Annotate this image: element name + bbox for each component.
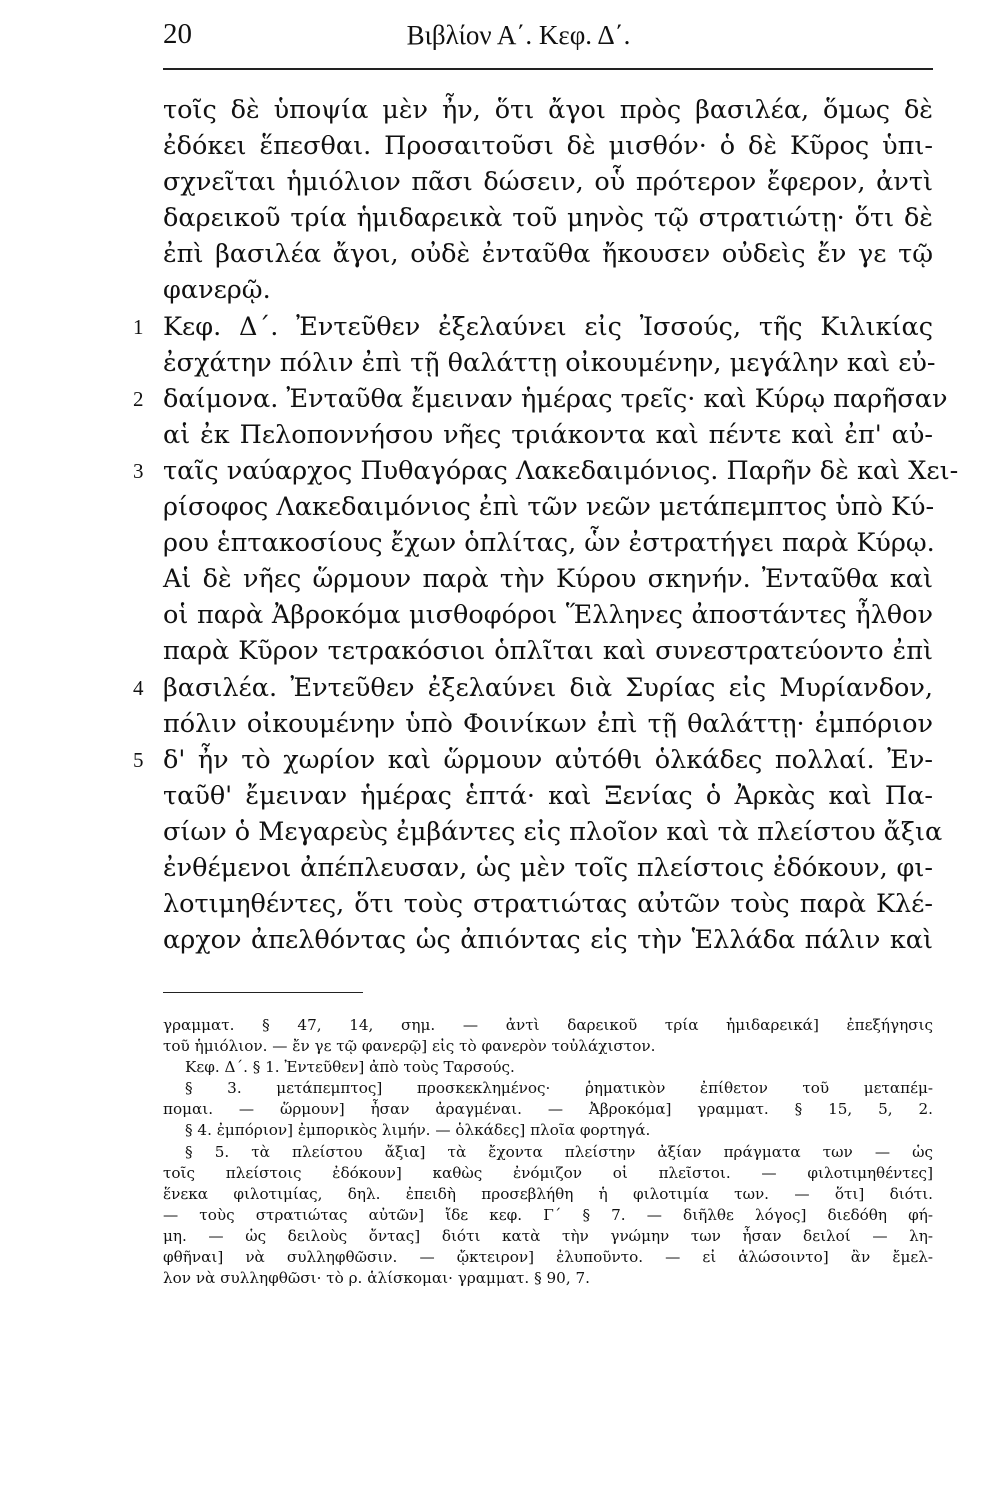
footnote-line: § 4. ἐμπόριον] ἐμπορικὸς λιμήν. — ὁλκάδες] πλοῖα φορτηγά. — [185, 1121, 651, 1140]
footnote-line: § 3. μετάπεμπτος] προσκεκλημένος· ῥηματικὸν ἐπίθετον τοῦ μεταπέμ- — [185, 1079, 933, 1098]
footnote-line: φθῆναι] νὰ συλληφθῶσιν. — ᾤκτειρον] ἐλυποῦντο. — εἰ ἁλώσοιντο] ἂν ἔμελ- — [163, 1248, 933, 1267]
text-line — [163, 886, 933, 922]
line-text: ρίσοφος Λακεδαιμόνιος ἐπὶ τῶν νεῶν μετάπεμπτος ὑπὸ Κύ- — [163, 492, 935, 523]
text-line — [163, 236, 933, 272]
footnote-line: μη. — ὡς δειλοὺς ὄντας] διότι κατὰ τὴν γνώμην των ἦσαν δειλοί — λη- — [163, 1226, 933, 1245]
line-text: βασιλέα. Ἐντεῦθεν ἐξελαύνει διὰ Συρίας εἰς Μυρίανδον, — [163, 672, 933, 703]
footnotes — [163, 1015, 933, 1289]
text-line — [133, 453, 959, 489]
footnote-line: — τοὺς στρατιώτας αὐτῶν] ἴδε κεφ. Γ΄ § 7. — διῆλθε λόγος] διεδόθη φή- — [163, 1205, 933, 1224]
footnote-line: πομαι. — ὥρμουν] ἦσαν ἀραγμέναι. — Ἀβροκόμα] γραμματ. § 15, 5, 2. — [163, 1100, 933, 1119]
section-number: 3 — [133, 458, 144, 483]
line-text: ἐπὶ βασιλέα ἄγοι, οὐδὲ ἐνταῦθα ἤκουσεν οὐδεὶς ἔν γε τῷ — [163, 239, 933, 270]
text-line — [163, 597, 933, 633]
text-line — [163, 345, 936, 381]
running-title: Βιβλίον Α΄. Κεφ. Δ΄. — [406, 20, 631, 50]
line-text: λοτιμηθέντες, ὅτι τοὺς στρατιώτας αὐτῶν τοὺς παρὰ Κλέ- — [163, 889, 933, 920]
text-line — [133, 309, 933, 345]
section-number: 4 — [133, 675, 144, 700]
line-text: φανερῷ. — [163, 275, 271, 306]
page-number: 20 — [163, 18, 192, 50]
text-line — [133, 381, 948, 417]
text-line — [163, 850, 933, 886]
line-text: ἐσχάτην πόλιν ἐπὶ τῇ θαλάττῃ οἰκουμένην, μεγάλην καὶ εὐ- — [163, 347, 936, 378]
footnote-line: Κεφ. Δ΄. § 1. Ἐντεῦθεν] ἀπὸ τοὺς Ταρσούς. — [185, 1058, 515, 1077]
line-text: ταῦθ' ἔμειναν ἡμέρας ἑπτά· καὶ Ξενίας ὁ Ἀρκὰς καὶ Πα- — [163, 780, 933, 811]
line-text: ἐνθέμενοι ἀπέπλευσαν, ὡς μὲν τοῖς πλείστοις ἐδόκουν, φι- — [163, 852, 933, 883]
line-text: ἐδόκει ἕπεσθαι. Προσαιτοῦσι δὲ μισθόν· ὁ δὲ Κῦρος ὑπι- — [163, 131, 933, 162]
footnote-line: γραμματ. § 47, 14, σημ. — ἀντὶ δαρεικοῦ τρία ἡμιδαρεικά] ἐπεξήγησις — [163, 1016, 933, 1034]
text-line — [133, 670, 933, 706]
footnote-line: § 5. τὰ πλείστου ἄξια] τὰ ἔχοντα πλείστην ἀξίαν πράγματα των — ὡς — [185, 1142, 933, 1161]
text-line — [163, 164, 933, 200]
line-text: πόλιν οἰκουμένην ὑπὸ Φοινίκων ἐπὶ τῇ θαλάττῃ· ἐμπόριον — [163, 708, 933, 739]
main-text — [133, 92, 959, 958]
text-line — [163, 922, 933, 958]
text-line — [163, 92, 933, 128]
text-line — [163, 525, 933, 561]
line-text: παρὰ Κῦρον τετρακόσιοι ὁπλῖται καὶ συνεστρατεύοντο ἐπὶ — [163, 636, 933, 667]
section-number: 2 — [133, 386, 144, 411]
line-text: δαρεικοῦ τρία ἡμιδαρεικὰ τοῦ μηνὸς τῷ στρατιώτῃ· ὅτι δὲ — [163, 203, 933, 234]
text-line — [163, 128, 933, 164]
footnote-line: τοῖς πλείστοις ἐδόκουν] καθὼς ἐνόμιζον οἱ πλεῖστοι. — φιλοτιμηθέντες] — [163, 1163, 933, 1182]
header-rule — [163, 68, 933, 70]
text-line — [163, 778, 933, 814]
text-line — [163, 706, 933, 742]
text-line — [163, 633, 933, 669]
section-number: 1 — [133, 314, 144, 339]
text-line — [163, 489, 933, 525]
text-line — [163, 272, 933, 308]
section-number: 5 — [133, 747, 144, 772]
text-line — [163, 814, 943, 850]
text-line — [163, 200, 933, 236]
footnote-line: τοῦ ἡμιόλιον. — ἔν γε τῷ φανερῷ] εἰς τὸ φανερὸν τοὐλάχιστον. — [163, 1037, 656, 1056]
line-text: ρου ἑπτακοσίους ἔχων ὁπλίτας, ὧν ἐστρατήγει παρὰ Κύρῳ. — [163, 528, 935, 559]
line-text: τοῖς δὲ ὑποψία μὲν ἦν, ὅτι ἄγοι πρὸς βασιλέα, ὅμως δὲ — [163, 95, 933, 125]
text-line — [133, 742, 933, 778]
line-text: δ' ἦν τὸ χωρίον καὶ ὥρμουν αὐτόθι ὁλκάδες πολλαί. Ἐν- — [163, 744, 933, 775]
footnote-line: λον νὰ συλληφθῶσι· τὸ ρ. ἁλίσκομαι· γραμματ. § 90, 7. — [163, 1269, 590, 1288]
line-text: ταῖς ναύαρχος Πυθαγόρας Λακεδαιμόνιος. Παρῆν δὲ καὶ Χει- — [163, 455, 959, 486]
text-line — [163, 561, 933, 597]
line-text: αἱ ἐκ Πελοποννήσου νῆες τριάκοντα καὶ πέντε καὶ ἐπ' αὐ- — [163, 419, 933, 450]
line-text: Αἱ δὲ νῆες ὥρμουν παρὰ τὴν Κύρου σκηνήν. Ἐνταῦθα καὶ — [163, 564, 933, 595]
line-text: δαίμονα. Ἐνταῦθα ἔμειναν ἡμέρας τρεῖς· καὶ Κύρῳ παρῆσαν — [163, 383, 948, 414]
footnote-rule — [163, 992, 363, 993]
line-text: οἱ παρὰ Ἀβροκόμα μισθοφόροι Ἕλληνες ἀποστάντες ἦλθον — [163, 600, 933, 631]
text-line — [163, 417, 933, 453]
line-text: σίων ὁ Μεγαρεὺς ἐμβάντες εἰς πλοῖον καὶ τὰ πλείστου ἄξια — [163, 816, 943, 847]
line-text: Κεφ. Δ΄. Ἐντεῦθεν ἐξελαύνει εἰς Ἰσσούς, τῆς Κιλικίας — [163, 311, 933, 342]
line-text: αρχον ἀπελθόντας ὡς ἀπιόντας εἰς τὴν Ἑλλάδα πάλιν καὶ — [163, 925, 933, 956]
footnote-line: ἕνεκα φιλοτιμίας, δηλ. ἐπειδὴ προσεβλήθη ἡ φιλοτιμία των. — ὅτι] διότι. — [163, 1184, 933, 1203]
line-text: σχνεῖται ἡμιόλιον πᾶσι δώσειν, οὗ πρότερον ἔφερον, ἀντὶ — [163, 167, 933, 198]
